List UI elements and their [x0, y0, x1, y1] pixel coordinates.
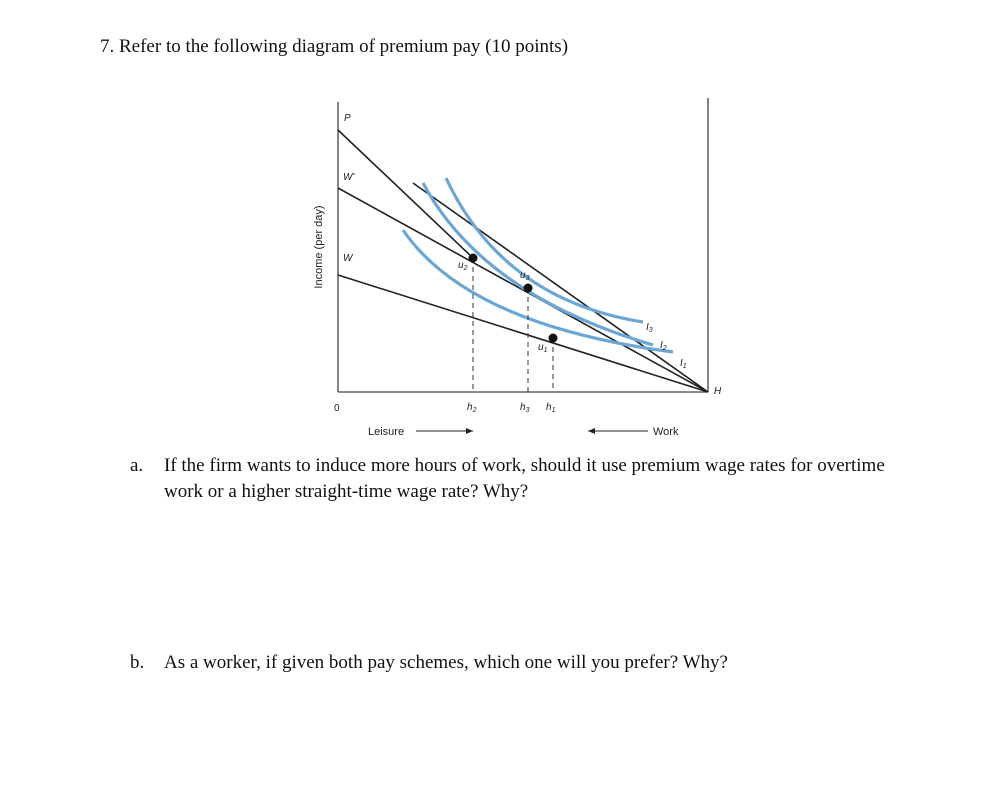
label-i3: $I_3$ [646, 322, 653, 334]
point-label-p: P [344, 113, 351, 124]
diagram-svg [298, 90, 738, 450]
label-i2: $I_2$ [660, 340, 667, 352]
leisure-arrowhead [466, 428, 473, 434]
work-arrowhead [588, 428, 595, 434]
question-part-a [130, 453, 910, 513]
label-h1: $h_1$ [546, 402, 556, 414]
budget-line-overtime [413, 183, 708, 392]
part-a-marker: a. [130, 455, 144, 476]
equilibrium-point-3 [524, 284, 533, 293]
work-label: Work [653, 426, 679, 438]
point-label-h: H [714, 386, 722, 397]
premium-pay-diagram [298, 90, 738, 450]
label-u1: $u_1$ [538, 342, 548, 354]
budget-line-w-prime [338, 188, 708, 392]
y-axis-label: Income (per day) [313, 205, 325, 289]
label-i1: $I_1$ [680, 358, 687, 370]
indifference-curve-u1 [403, 230, 673, 352]
leisure-label: Leisure [368, 426, 405, 438]
part-b-text: As a worker, if given both pay schemes, which one will you prefer? Why? [164, 652, 728, 673]
point-label-w: W [343, 253, 353, 264]
part-b-marker: b. [130, 652, 145, 673]
label-u3: $u_3$ [520, 270, 530, 282]
equilibrium-point-1 [549, 334, 558, 343]
question-part-b [130, 650, 910, 680]
point-label-w-prime: W' [343, 172, 355, 183]
label-h2: $h_2$ [467, 402, 477, 414]
label-h3: $h_3$ [520, 402, 530, 414]
equilibrium-point-2 [469, 254, 478, 263]
origin-label: 0 [334, 403, 340, 414]
question-title: 7. Refer to the following diagram of premium pay (10 points) [100, 36, 569, 57]
part-a-text: If the firm wants to induce more hours of work, should it use premium wage rates for overtime work or a higher straight-time wage rate? Why? [164, 455, 885, 502]
label-u2: $u_2$ [458, 260, 468, 272]
